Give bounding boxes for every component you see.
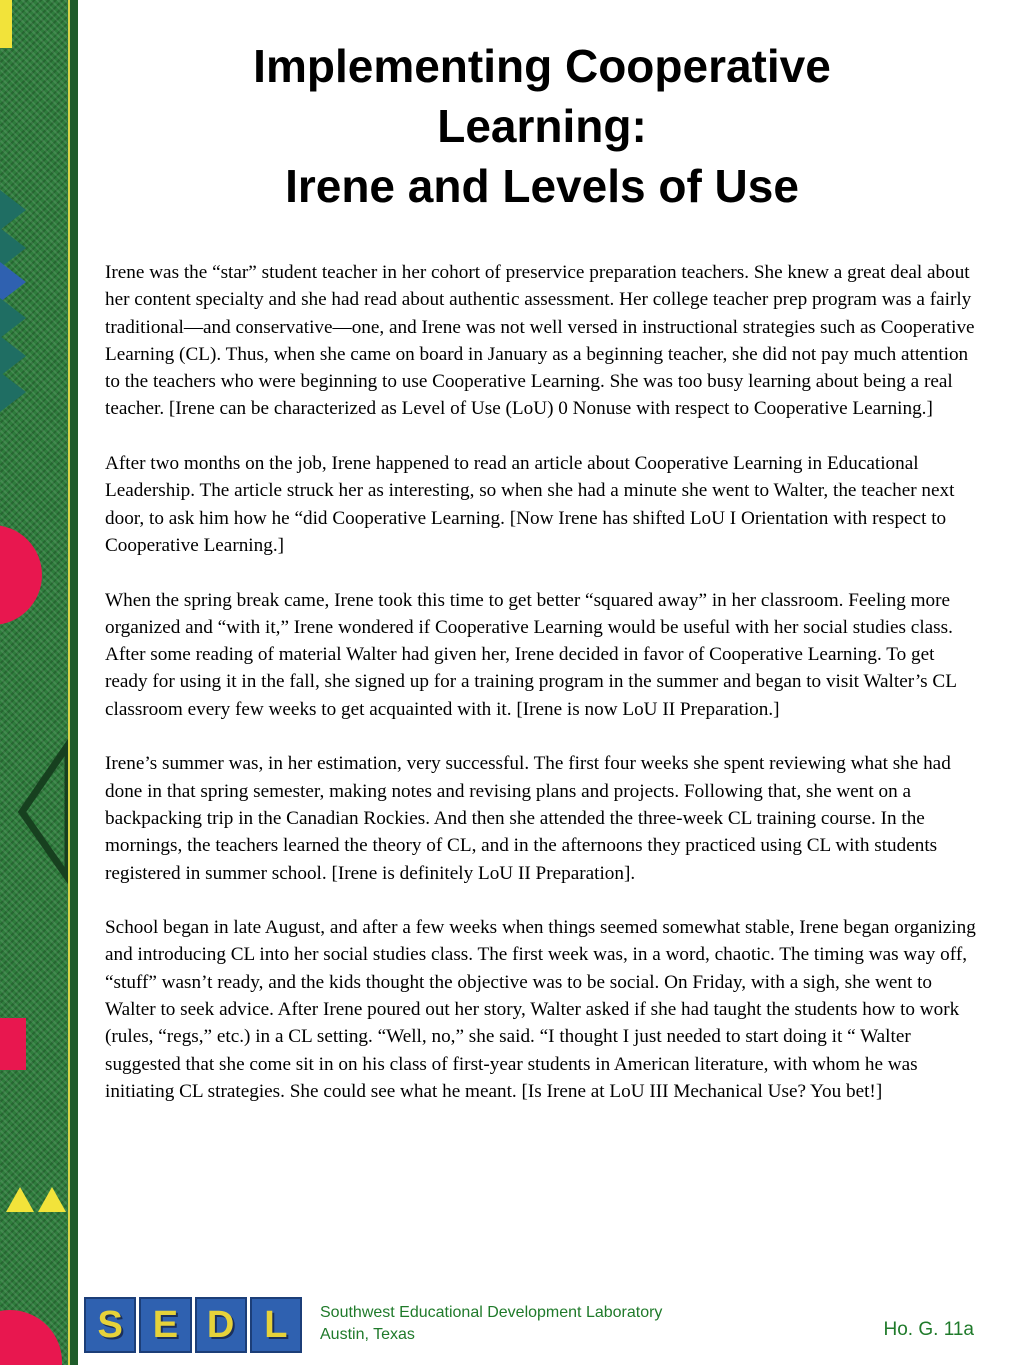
paragraph-1: Irene was the “star” student teacher in her cohort of preservice preparation teachers. She knew a great deal about her content specialty and she had read about authentic assessment. Her college teacher prep program was a fairly traditional—and conservative—one, and Irene was not well versed in instructional strategies such as Cooperative Learning (CL). Thus, when she came on board in January as a beginning teacher, she did not pay much attention to the teachers who were beginning to use Cooperative Learning. She was too busy learning about being a real teacher. [Irene can be characterized as Level of Use (LoU) 0 Nonuse with respect to Cooperative Learning.] [105, 262, 975, 420]
teal-triangle-shape [0, 190, 26, 230]
paragraph-5: School began in late August, and after a few weeks when things seemed somewhat stable, Irene began organizing and introducing CL into her social studies class. The first week was, in a word, chaotic. The timing was way off, “stuff” wasn’t ready, and the kids thought the objective was to be social. On Friday, with a sigh, she went to Walter to seek advice. After Irene poured out her story, Walter asked if she had taught the students how to work (rules, “regs,” etc.) in a CL setting. “Well, no,” she said. “I thought I just needed to start doing it “ Walter suggested that she come sit in on his class of first-year students in American literature, with whom he was initiating CL strategies. She could see what he meant. [Is Irene at LoU III Mechanical Use? You bet!] [105, 917, 976, 1102]
teal-triangle-shape [0, 228, 26, 268]
title-line-2: Learning: [437, 100, 647, 152]
paragraph-3: When the spring break came, Irene took this time to get better “squared away” in her classroom. Feeling more organized and “with it,” Irene wondered if Cooperative Learning would be useful with her social studies class. After some reading of material Walter had given her, Irene decided in favor of Cooperative Learning. To get ready for using it in the fall, she signed up for a training program in the summer and began to visit Walter’s CL classroom every few weeks to get acquainted with it. [Irene is now LoU II Preparation.] [105, 589, 957, 720]
yellow-bar-shape [0, 0, 12, 48]
blue-triangle-shape [0, 262, 26, 302]
logo-letter-s: S [84, 1297, 136, 1353]
logo-letter-e: E [139, 1297, 191, 1353]
red-circle-shape [0, 525, 42, 625]
teal-triangle-shape [0, 372, 26, 412]
paragraph-2: After two months on the job, Irene happened to read an article about Cooperative Learning in Educational Leadership. The article struck her as interesting, so when she had a minute she went to Walter, the teacher next door, to ask him how he “did Cooperative Learning. [Now Irene has shifted LoU I Orientation with respect to Cooperative Learning.] [105, 453, 955, 556]
paragraph-4: Irene’s summer was, in her estimation, very successful. The first four weeks she spent reviewing what she had done in that spring semester, making notes and revising plans and projects. Following that, she went on a backpacking trip in the Canadian Rockies. And then she attended the three-week CL training course. In the mornings, the teachers learned the theory of CL, and in the afternoons they practiced using CL with students registered in summer school. [Irene is definitely LoU II Preparation]. [105, 753, 951, 884]
logo-letter-l: L [250, 1297, 302, 1353]
yellow-triangle-shape [38, 1187, 66, 1212]
logo-letter-d: D [195, 1297, 247, 1353]
footer-organization [320, 1302, 662, 1346]
diamond-outline-shape [22, 745, 68, 878]
yellow-triangle-shape [6, 1187, 34, 1212]
title-line-1: Implementing Cooperative [253, 40, 831, 92]
red-circle-shape [0, 1310, 62, 1365]
body-text [105, 259, 980, 1133]
sedl-logo [84, 1297, 302, 1353]
sidebar-shapes [0, 0, 78, 1365]
handout-code: Ho. G. 11a [883, 1319, 974, 1340]
red-square-shape [0, 1018, 26, 1070]
sidebar-edge [68, 0, 78, 1365]
footer-org-name: Southwest Educational Development Laboratory [320, 1304, 663, 1321]
teal-triangle-shape [0, 336, 26, 376]
teal-triangle-shape [0, 298, 26, 338]
decorative-sidebar [0, 0, 78, 1365]
footer-org-location: Austin, Texas [320, 1326, 415, 1343]
page-title [130, 36, 954, 216]
title-line-3: Irene and Levels of Use [285, 160, 799, 212]
